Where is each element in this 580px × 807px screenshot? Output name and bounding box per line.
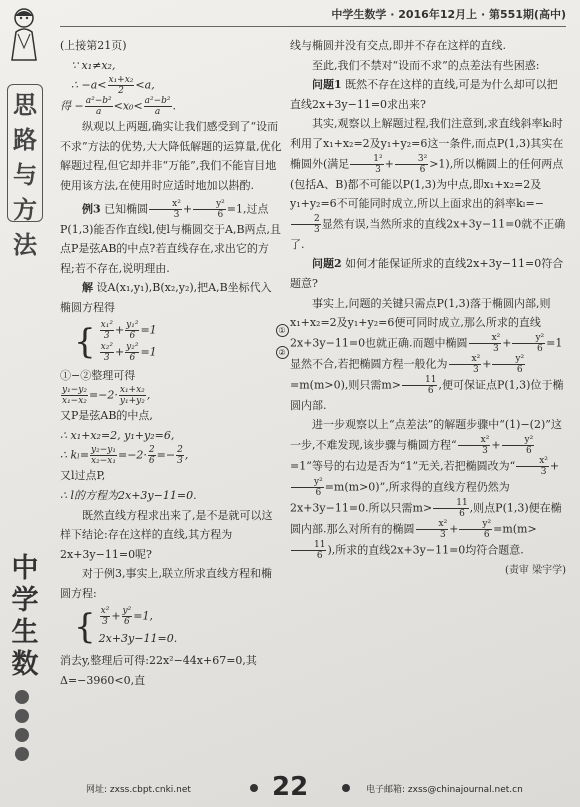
paragraph: 对于例3,事实上,联立所求直线方程和椭圆方程: [60,567,272,600]
math-line [60,96,282,117]
denominator: 6 [129,331,136,342]
email-address: 电子邮箱: zxss@chinajournal.net.cn [366,785,523,795]
math-text: 得 − [60,99,84,113]
numerator: y² [502,435,535,446]
brace: { [74,321,96,362]
paragraph: 线与椭圆并没有交点,即并不存在这样的直线. [290,39,506,52]
brand-char: 学 [11,585,39,616]
page-footer [60,772,566,802]
text: =1”等号的右边是否为“1”无关,若把椭圆改为“ [290,459,516,473]
denominator: y₁+y₂ [119,396,145,407]
numerator: y₁−y₂ [62,385,87,396]
numerator: x² [149,199,182,210]
math-text: =1 [140,323,157,337]
numerator: x₂² [100,342,113,353]
paragraph: 其实,观察以上解题过程,我们注意到,求直线斜率kₗ时利用了x₁+x₂=2及y₁+y₂=6这一条件,而点P(1,3)其实在椭圆外(满足 $\frac{\text{1²}}{3}$ + $\frac{\text{3²}}{6}$ >1),所以椭圆上的任何两点(包括A、B)都不可能以P(1,3)为中点,即x₁+x₂=2及y₁+y₂=6不可能同时成立,所以上面求出的斜率kₗ=− $\frac{2}{3}$ 显然有误,当然所求的直线2x+3y−11=0就不正确了. [290,117,566,251]
denominator: 3 [540,466,547,477]
solution [60,278,282,317]
numerator: a²−b² [144,96,171,107]
text: =1,过点P(1,3)能否作直线l,使l与椭圆交于A,B两点,且点P是弦AB的中点?若直线存在,求出它的方程;若不存在,说明理由. [60,202,282,275]
dot-icon [342,784,350,792]
numerator: x² [416,519,449,530]
math-text: =1, [133,609,153,623]
numerator: x₁+x₂ [108,75,134,86]
fraction [193,199,226,220]
equation-row: $\frac{\text{x₁²}}{3}$ + $\frac{\text{y₁²}}{6}$ =1 ① [99,320,289,342]
math-text: . [172,99,177,113]
denominator: 3 [177,456,183,467]
text-line: 又P是弦AB的中点, [60,409,153,423]
numerator: y₁² [126,320,139,331]
question-label: 问题1 [312,78,342,92]
denominator: 3 [439,529,446,540]
denominator: x₁−x₂ [62,396,87,407]
denominator: 2 [118,86,124,97]
page-header: 中学生数学 · 2016年12月上 · 第551期(高中) [331,8,566,21]
math-text: <x₀< [113,99,143,113]
left-column [60,36,286,691]
website-url: 网址: zxss.cbpt.cnki.net [86,785,191,795]
denominator: 6 [129,353,136,364]
denominator: 6 [148,456,155,467]
text: 已知椭圆 [104,202,149,216]
numerator: 11 [433,498,468,509]
math-line [60,75,282,96]
equation-marker: ② [276,346,289,359]
question-label: 问题2 [312,257,342,271]
fraction [108,75,135,96]
numerator: y² [492,354,525,365]
math-line: ∴ x₁+x₂=2, y₁+y₂=6, [60,428,175,442]
equation-row: $\frac{\text{x₂²}}{3}$ + $\frac{\text{y₂²}}{6}$ =1 ② [99,342,289,364]
denominator: 6 [526,445,532,456]
dot-icon [250,784,258,792]
fraction [149,199,182,220]
paragraph: 进一步观察以上“点差法”的解题步骤中“(1)−(2)”这一步,不难发现,该步骤与椭圆方程“ $\frac{\text{x²}}{3}$ + $\frac{\text{y²}}{6}$ =1”等号的右边是否为“1”无关,若把椭圆改为“ $\frac{\text{x²}}{3}$ + $\frac{\text{y²}}{6}$ =m(m>0)”,所求得的直线方程仍然为2x+3y−11=0.所以只需m> $\frac{11}{6}$ ,则点P(1,3)便在椭圆内部.那么对所有的椭圆 $\frac{\text{x²}}{3}$ + $\frac{\text{y²}}{6}$ =m(m> $\frac{11}{6}$ ),所求的直线2x+3y−11=0均符合题意. [290,418,562,561]
math-text: =1 [140,345,157,359]
column-title-char: 法 [13,231,37,259]
example-3 [60,199,282,279]
denominator: 6 [124,616,130,627]
denominator: 6 [483,529,490,540]
continued-note: (上接第21页) [60,39,127,52]
denominator: 6 [316,550,323,561]
numerator: x₁+x₂ [119,385,145,396]
math-text: =−2· [117,448,147,462]
brace: { [74,607,96,648]
numerator: 11 [402,375,437,386]
denominator: 3 [103,331,110,342]
numerator: a²−b² [85,96,112,107]
question-1 [290,75,566,114]
text: 既然不存在这样的直线,可是为什么却可以把直线2x+3y−11=0求出来? [290,78,558,111]
paragraph: 既然直线方程求出来了,是不是就可以这样下结论:存在这样的直线,其方程为2x+3y−11=0呢? [60,508,273,561]
text: =m(m>0)”,所求得的直线方程仍然为2x+3y−11=0.所以只需m> [290,480,510,515]
denominator: 3 [482,445,488,456]
numerator: y² [459,519,492,530]
numerator: x² [516,456,549,467]
paragraph: 纵观以上两题,确实让我们感受到了“设而不求”方法的优势,大大降低解题的运算量,优化解题过程,但它却并非“万能”,我们不能盲目地使用该方法,在使用时应适时地加以斟酌. [60,120,282,192]
math-text: , [184,448,189,462]
column-title [7,84,43,259]
right-column [290,36,566,581]
left-sidebar [0,0,50,807]
denominator: a [95,107,102,118]
paragraph: 事实上,问题的关键只需点P(1,3)落于椭圆内部,则x₁+x₂=2及y₁+y₂=6便可同时成立,那么所求的直线2x+3y−11=0也就正确.而题中椭圆 $\frac{\text{x²}}{3}$ + $\frac{\text{y²}}{6}$ =1显然不合,若把椭圆方程一般化为 $\frac{\text{x²}}{3}$ + $\frac{\text{y²}}{6}$ =m(m>0),则只需m> $\frac{11}{6}$ ,便可保证点P(1,3)位于椭圆内部. [290,296,564,412]
text: ),所求的直线2x+3y−11=0均符合题意. [327,543,524,557]
text: 如何才能保证所求的直线2x+3y−11=0符合题意? [290,257,564,290]
math-text: ∴ −a< [71,78,107,92]
text-line: 又l过点P, [60,469,106,483]
numerator: 3² [395,154,428,165]
text: 显然有误,当然所求的直线2x+3y−11=0就不正确了. [290,217,566,251]
numerator: y² [291,477,324,488]
math-line [60,385,282,406]
math-text: 2x+3y−11=0. [98,631,178,645]
text: >1),所以椭圆上的任何两点(包括A、B)都不可能以P(1,3)为中点,即x₁+x₂=2及y₁+y₂=6不可能同时成立,所以上面求出的斜率kₗ=− [290,157,564,211]
column-title-char: 方 [13,196,37,224]
text-line: ①−②整理可得 [60,368,136,382]
text: 其实,观察以上解题过程,我们注意到,求直线斜率kₗ时利用了x₁+x₂=2及y₁+y₂=6这一条件,而点P(1,3)其实在椭圆外(满足 [290,117,564,171]
column-title-char: 与 [13,161,37,189]
dot-icon [15,709,29,723]
example-label: 例3 [82,202,101,216]
math-text: =−2· [88,388,118,402]
column-title-char: 路 [13,126,37,154]
numerator: 2 [177,445,183,456]
math-text: =− [156,448,176,462]
paragraph: 消去y,整理后可得:22x²−44x+67=0,其Δ=−3960<0,直 [60,654,257,688]
denominator: 3 [102,616,108,627]
text: =m(m>0),则只需m> [290,378,402,392]
math-line [60,445,282,466]
denominator: 3 [493,343,499,354]
equation-marker: ① [276,324,289,337]
numerator: y² [122,605,132,616]
text: ,便可保证点P(1,3)位于椭圆内部. [290,378,564,412]
math-line: ∵ x₁≠x₂, [71,58,116,72]
question-2 [290,254,566,293]
page-number: 22 [272,772,309,802]
denominator: 3 [472,364,479,375]
dot-icon [15,728,29,742]
numerator: y² [512,333,545,344]
fraction [85,96,113,117]
numerator: y₂² [126,342,139,353]
equation-row: $\frac{\text{x²}}{3}$ + $\frac{\text{y²}}{6}$ =1, [100,605,153,627]
denominator: 6 [427,385,434,396]
solution-label: 解 [82,281,93,295]
numerator: x² [449,354,482,365]
denominator: 6 [459,508,465,519]
brand-char: 中 [11,553,39,584]
numerator: 11 [291,540,326,551]
text: =1显然不合,若把椭圆方程一般化为 [290,336,563,371]
text: =m(m> [493,522,537,536]
column-title-char: 思 [13,91,37,119]
brand-logo [6,553,44,681]
denominator: x₂−x₁ [91,456,116,467]
brand-char: 数 [11,649,39,680]
dot-icon [15,747,29,761]
math-text: <a, [135,78,155,92]
numerator: y² [193,199,226,210]
numerator: x² [458,435,491,446]
equation-system [74,605,282,649]
brand-char: 生 [11,617,39,648]
denominator: 3 [314,224,320,235]
dot-icon [15,690,29,704]
denominator: 6 [536,343,543,354]
fraction [144,96,172,117]
numerator: x² [469,333,502,344]
denominator: a [154,107,161,118]
editor-credit: (责审 梁宇学) [505,564,566,576]
denominator: 6 [217,209,224,220]
math-text: , [146,388,151,402]
denominator: 3 [103,353,110,364]
numerator: x₁² [100,320,113,331]
numerator: x² [100,605,110,616]
math-line: ∴ l的方程为2x+3y−11=0. [60,488,197,502]
denominator: 3 [375,164,381,175]
denominator: 6 [516,364,523,375]
denominator: 6 [419,164,426,175]
numerator: 2 [148,445,155,456]
denominator: 6 [315,487,322,498]
scholar-figure-icon [4,4,44,62]
equation-system [74,320,286,364]
numerator: y₂−y₁ [91,445,116,456]
text: 进一步观察以上“点差法”的解题步骤中“(1)−(2)”这一步,不难发现,该步骤与椭圆方程“ [290,418,562,452]
text: + [182,202,193,216]
denominator: 3 [173,209,180,220]
text: ,则点P(1,3)便在椭圆内部.那么对所有的椭圆 [290,501,562,536]
text: 设A(x₁,y₁),B(x₂,y₂),把A,B坐标代入椭圆方程得 [60,281,272,314]
text: 事实上,问题的关键只需点P(1,3)落于椭圆内部,则x₁+x₂=2及y₁+y₂=6便可同时成立,那么所求的直线2x+3y−11=0也就正确.而题中椭圆 [290,296,551,350]
header-rule [60,26,566,27]
math-text: ∴ kₗ= [60,448,90,462]
decorative-dots [15,690,29,761]
equation-row [99,627,249,649]
numerator: 2 [291,214,321,225]
paragraph: 至此,我们不禁对“设而不求”的点差法有些困惑: [312,58,540,72]
numerator: 1² [350,154,383,165]
